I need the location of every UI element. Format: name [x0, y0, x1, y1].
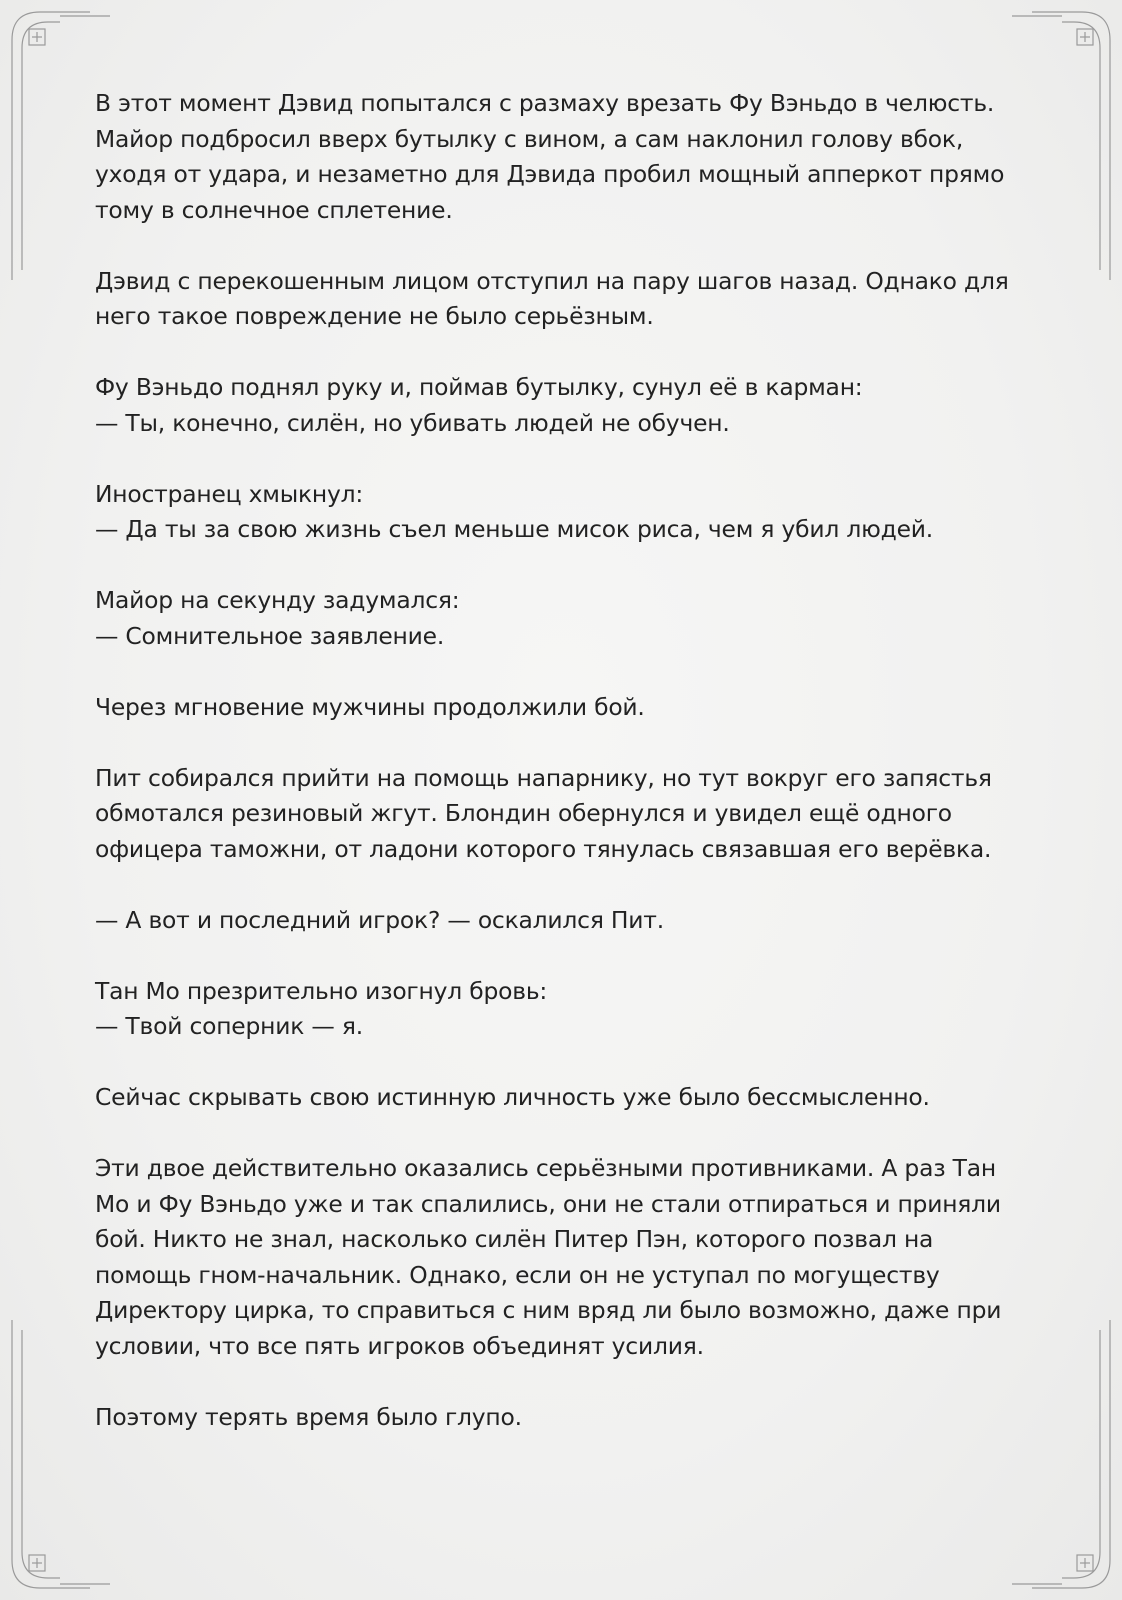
- text-line: — Твой соперник — я.: [95, 1012, 363, 1040]
- text-line: бой. Никто не знал, насколько силён Питер Пэн, которого позвал на: [95, 1225, 934, 1253]
- text-line: В этот момент Дэвид попытался с размаху врезать Фу Вэньдо в челюсть.: [95, 89, 995, 117]
- text-line: Тан Мо презрительно изогнул бровь:: [95, 976, 548, 1005]
- paragraph: [95, 1400, 1055, 1436]
- text-line: помощь гном-начальник. Однако, если он не уступал по могуществу: [95, 1260, 940, 1289]
- text-line: Директору цирка, то справиться с ним вряд ли было возможно, даже при: [95, 1296, 1002, 1324]
- paragraph: [95, 264, 1055, 335]
- text-line: Майор подбросил вверх бутылку с вином, а сам наклонил голову вбок,: [95, 124, 964, 153]
- text-line: — Да ты за свою жизнь съел меньше мисок риса, чем я убил людей.: [95, 515, 934, 543]
- paragraph: [95, 903, 1055, 939]
- document-body: [95, 86, 1055, 1471]
- paragraph: [95, 974, 1055, 1045]
- text-line: Пит собирался прийти на помощь напарнику, но тут вокруг его запястья: [95, 763, 992, 792]
- text-line: — Ты, конечно, силён, но убивать людей не обучен.: [95, 408, 730, 437]
- text-line: Фу Вэньдо поднял руку и, поймав бутылку, сунул её в карман:: [95, 373, 863, 401]
- paragraph: [95, 583, 1055, 654]
- paragraph: [95, 370, 1055, 441]
- text-line: условии, что все пять игроков объединят усилия.: [95, 1331, 704, 1360]
- paragraph: [95, 761, 1055, 868]
- text-line: него такое повреждение не было серьёзным.: [95, 302, 654, 330]
- text-line: Майор на секунду задумался:: [95, 586, 460, 614]
- paragraph: [95, 1080, 1055, 1116]
- text-line: Сейчас скрывать свою истинную личность уже было бессмысленно.: [95, 1083, 930, 1111]
- text-line: Поэтому терять время было глупо.: [95, 1402, 522, 1431]
- text-line: тому в солнечное сплетение.: [95, 195, 453, 224]
- paragraph: [95, 86, 1055, 228]
- text-line: Эти двое действительно оказались серьёзными противниками. А раз Тан: [95, 1154, 996, 1182]
- paragraph: [95, 477, 1055, 548]
- text-line: Дэвид с перекошенным лицом отступил на пару шагов назад. Однако для: [95, 266, 1009, 295]
- paragraph: [95, 690, 1055, 726]
- text-line: Через мгновение мужчины продолжили бой.: [95, 692, 645, 721]
- text-line: Иностранец хмыкнул:: [95, 479, 364, 508]
- text-line: — Сомнительное заявление.: [95, 621, 445, 650]
- text-line: — А вот и последний игрок? — оскалился Пит.: [95, 905, 664, 934]
- paragraph: [95, 1151, 1055, 1364]
- text-line: обмотался резиновый жгут. Блондин обернулся и увидел ещё одного: [95, 799, 952, 827]
- text-line: офицера таможни, от ладони которого тянулась связавшая его верёвка.: [95, 834, 992, 863]
- text-line: уходя от удара, и незаметно для Дэвида пробил мощный апперкот прямо: [95, 160, 1005, 188]
- text-line: Мо и Фу Вэньдо уже и так спалились, они не стали отпираться и приняли: [95, 1189, 1001, 1218]
